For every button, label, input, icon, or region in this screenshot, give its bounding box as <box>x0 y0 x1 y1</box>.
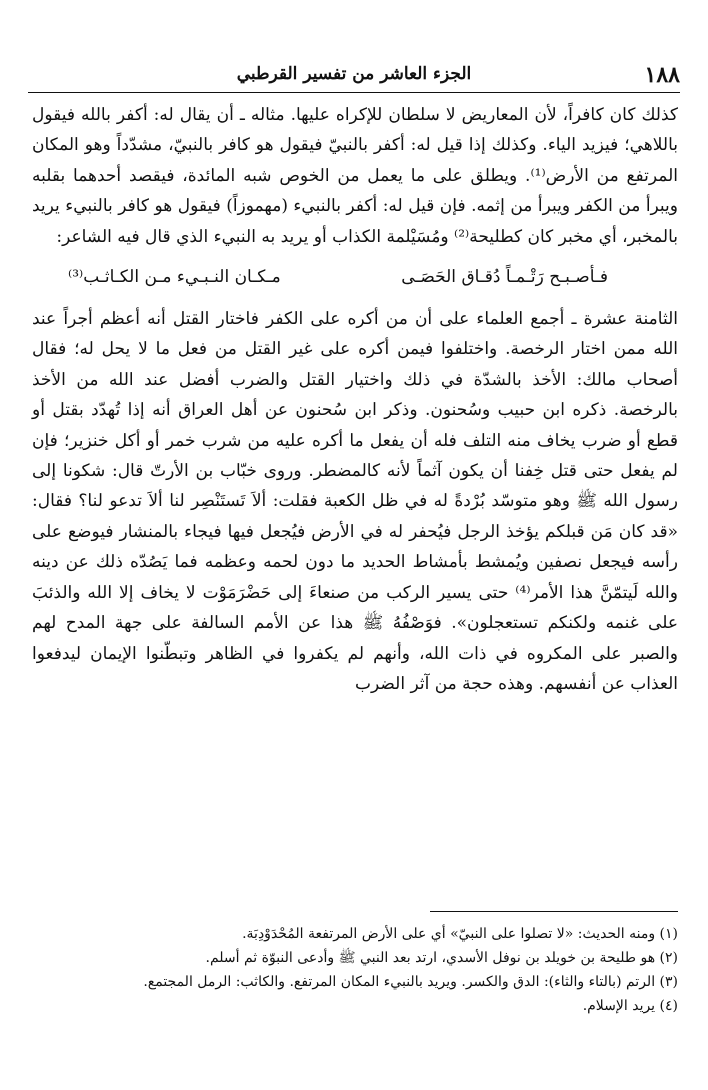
verse-second-hemistich: مـكـان النـبـيء مـن الكـاثـب⁽³⁾ <box>68 267 281 288</box>
page-header <box>28 62 680 92</box>
main-text <box>32 100 678 699</box>
footnote: (٢) هو طليحة بن خويلد بن نوفل الأسدي، ارتد بعد النبي ﷺ وأدعى النبوّة ثم أسلم. <box>205 950 678 966</box>
footnote: (٣) الرتم (بالتاء والثاء): الدق والكسر. ويريد بالنبيء المكان المرتفع. والكاثب: الرمل المجتمع. <box>143 974 678 990</box>
footnote-divider <box>430 911 678 912</box>
running-title: الجزء العاشر من تفسير القرطبي <box>236 64 472 84</box>
paragraph: الثامنة عشرة ـ أجمع العلماء على أن من أكره على الكفر فاختار القتل أنه أعظم أجراً عند الله ممن اختار الرخصة. واختلفوا فيمن أكره على غير القتل من فعل ما لا يحل له؛ فقال أصحاب مالك: الأخذ بالشدّة في ذلك واختيار القتل والضرب أفضل عند الله من الأخذ بالرخصة. ذكره ابن حبيب وسُحنون. وذكر ابن سُحنون عن أهل العراق أنه إذا تُهدّد بقتل أو قطع أو ضرب يخاف منه التلف فله أن يفعل ما أكره عليه من شرب خمر أو أكل خنزير؛ فإن لم يفعل حتى قتل خِفنا أن يكون آثماً لأنه كالمضطر. وروى خبّاب بن الأرتّ قال: شكونا إلى رسول الله ﷺ وهو متوسّد بُرْدةً له في ظل الكعبة فقلت: ألاَ تَستَنْصِر لنا ألاَ تدعو لنا؟ فقال: «قد كان مَن قبلكم يؤخذ الرجل فيُحفر له في الأرض فيُجعل فيها فيجاء بالمنشار فيوضع على رأسه فيجعل نصفين ويُمشط بأمشاط الحديد ما دون لحمه وعظمه فما يَصُدّه ذلك عن دينه والله لَيتمّنَّ هذا الأمر⁽⁴⁾ حتى يسير الركب من صنعاءَ إلى حَضْرَمَوْت لا يخاف إلا الله والذئبَ على غنمه ولكنكم تستعجلون». فوَصْفُهُ ﷺ هذا عن الأمم السالفة على جهة المدح لهم والصبر على المكروه في ذات الله، وأنهم لم يكفروا في الظاهر وتبطّنوا الإيمان ليدفعوا العذاب عن أنفسهم. وهذه حجة من آثر الضرب <box>32 309 678 694</box>
footnote: (١) ومنه الحديث: «لا تصلوا على النبيّ» أي على الأرض المرتفعة المُحْدَوْدِبَة. <box>242 926 678 942</box>
footnotes <box>32 922 678 1018</box>
page-number: ١٨٨ <box>644 62 680 88</box>
paragraph: كذلك كان كافراً، لأن المعاريض لا سلطان للإكراه عليها. مثاله ـ أن يقال له: أكفر بالله فيقول باللاهي؛ فيزيد الياء. وكذلك إذا قيل له: أكفر بالنبيّ فيقول هو كافر بالنبيّ، مشدّداً وهو المكان المرتفع من الأرض⁽¹⁾. ويطلق على ما يعمل من الخوص شبه المائدة، فيقصد أحدهما بقلبه ويبرأ من الكفر ويبرأ من إثمه. فإن قيل له: أكفر بالنبيء (مهموزاً) فيقول هو كافر بالنبيء يريد بالمخبر، أي مخبر كان كطليحة⁽²⁾ ومُسَيْلمة الكذاب أو يريد به النبيء الذي قال فيه الشاعر: <box>32 105 679 247</box>
verse-first-hemistich: فـأصـبـح رَتْـمـاً دُقـاق الحَصَـى <box>401 267 608 288</box>
poetry-verse <box>32 262 678 292</box>
footnote: (٤) يريد الإسلام. <box>582 998 678 1014</box>
header-divider <box>28 92 680 93</box>
